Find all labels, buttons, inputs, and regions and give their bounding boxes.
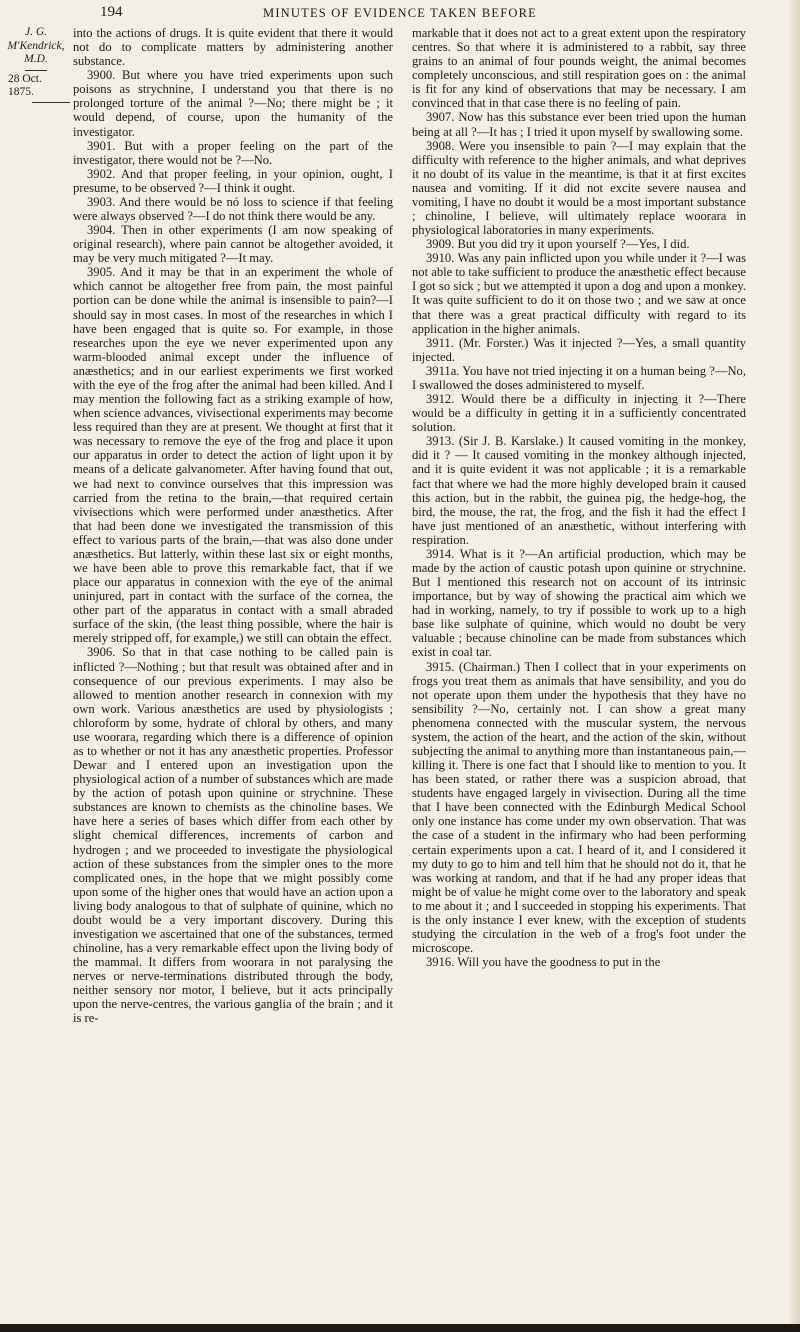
paragraph: 3900. But where you have tried experiments upon such poisons as strychnine, I understand you that there is no prolonged torture of the animal ?—No; there might be ; it would depend, of course, upon the humanity of the investigator. [73,68,393,139]
paragraph: 3916. Will you have the goodness to put in the [426,955,661,970]
margin-rule [25,70,47,71]
paragraph: 3901. But with a proper feeling on the part of the investigator, there would not be ?—No. [73,138,393,167]
right-text-column [412,26,746,969]
paragraph: markable that it does not act to a great extent upon the respiratory centres. So that where it is administered to a rabbit, say three grains to an animal of four pounds weight, the animal becomes completely unconscious, and still respiration goes on : the animal is fit for any kind of observations that may be necessary. I am convinced that in that case there is no feeling of pain. [412,26,746,111]
paragraph: 3909. But you did try it upon yourself ?—Yes, I did. [426,237,690,252]
paragraph: into the actions of drugs. It is quite evident that there it would not do to complicate matters by administering another substance. [73,26,393,69]
paragraph: 3902. And that proper feeling, in your opinion, ought, I presume, to be observed ?—I think it ought. [73,166,393,195]
paragraph: 3914. What is it ?—An artificial production, which may be made by the action of caustic potash upon quinine or strychnine. But I mentioned this research not on account of its intrinsic importance, but by way of showing the practical aim which we had in working, namely, to try if possible to work up to a high base like sulphate of quinine, which would no doubt be very valuable ; because chinoline can be made from substances which exist in coal tar. [412,546,746,660]
page-number: 194 [100,4,123,20]
paragraph: 3915. (Chairman.) Then I collect that in your experiments on frogs you treat them as animals that have sensibility, and you do not operate upon them under the hypothesis that they have no sensibility ?—No, certainly not. I can show a great many phenomena connected with the muscular system, the nervous system, the action of the heart, and the action of the skin, without subjecting the animal to anything more than instantaneous pain,—killing it. There is one fact that I should like to mention to you. It has been stated, or rather there was a suspicion abroad, that students have engaged largely in vivisection. During all the time that I have been connected with the Edinburgh Medical School only one instance has come under my own observation. That was the case of a student in the infirmary who had been performing certain experiments upon a cat. I heard of it, and I considered it my duty to go to him and tell him that he should not do it, that he was working at random, and that if he had any proper ideas that might be of value he might come over to the laboratory and speak to me about it ; and I succeeded in stopping his experiments. That is the only instance I ever knew, with the exception of students studying the circulation in the web of a frog's foot under the microscope. [412,659,747,956]
witness-initials: J. G. [24,26,48,38]
paragraph: 3913. (Sir J. B. Karslake.) It caused vomiting in the monkey, did it ? — It caused vomiting in the monkey although injected, and it is quite evident it was not applicable ; it is a remarkable fact that where we had the more highly developed brain it caused this action, but in the rabbit, the guinea pig, the hedge-hog, the bird, the mouse, the rat, the frog, and the fish it had the effect I have just mentioned of an anæsthetic, without interfering with respiration. [412,434,746,547]
paragraph: 3907. Now has this substance ever been tried upon the human being at all ?—It has ; I tried it upon myself by swallowing some. [412,110,746,139]
paragraph: 3905. And it may be that in an experiment the whole of which cannot be altogether free from pain, the most painful portion can be done while the animal is insensible to pain?—I should say in most cases. In most of the researches in which I have been engaged that is quite so. For example, in those researches upon the eye we never experimented upon any warm-blooded animal except under the influence of anæsthetics; and in our earliest experiments we first worked with the eye of the frog after the animal had been killed. And I may mention the following fact as a striking example of how, when science advances, vivisectional experiments may become less required than they are at present. We thought at first that it was necessary to remove the eye of the frog and place it upon our apparatus in order to detect the action of light upon it by means of a delicate galvanometer. After having found that out, we had next to convince ourselves that this impression was carried from the retina to the brain,—that required certain vivisections which were performed under anæsthetics. After that had been done we investigated the transmission of this effect to various parts of the brain,—that was also done under anæsthetics. But latterly, within these last six or eight months, we have been able to prove this remarkable fact, that if we place our apparatus in connexion with the eye of the animal uninjured, part in contact with the surface of the cornea, the other part of the apparatus in contact with a small abraded surface of the skin, (the least thing possible, where the hair is merely stripped off, for example,) we still can obtain the effect. [73,265,393,646]
page-edge-shadow [788,0,800,1332]
paragraph: 3912. Would there be a difficulty in injecting it ?—There would be a difficulty in getting it in a sufficiently concentrated solution. [412,392,746,435]
witness-degree: M.D. [24,53,48,65]
evidence-date: 28 Oct. 1875. [8,72,42,98]
paragraph: 3903. And there would be nó loss to science if that feeling were always observed ?—I do not think there would be any. [73,194,393,224]
left-text-column [73,26,393,1026]
running-head: MINUTES OF EVIDENCE TAKEN BEFORE [263,6,537,20]
witness-margin-note [6,26,66,103]
witness-name: M'Kendrick, [7,39,65,52]
paragraph: 3908. Were you insensible to pain ?—I may explain that the difficulty with reference to the higher animals, and what deprives it no doubt of its value in the meantime, is that it at first excites nausea and vomiting. If it did not excite severe nausea and vomiting, I have no doubt it would be a most important substance ; chinoline, I believe, will ultimately replace woorara in physiological laboratories in many experiments. [412,138,746,238]
paragraph: 3910. Was any pain inflicted upon you while under it ?—I was not able to take sufficient to produce the anæsthetic effect because I got so sick ; but we attempted it upon a dog and upon a monkey. It was quite sufficient to do it on those two ; and we saw at once that there was a great practical difficulty with regard to its application in the higher animals. [412,251,746,336]
paragraph: 3906. So that in that case nothing to be called pain is inflicted ?—Nothing ; but that result was obtained after and in consequence of our previous experiments. I may also be allowed to mention another research in connexion with my own work. Various anæsthetics are used by physiologists ; chloroform by some, hydrate of chloral by others, and many use woorara, regarding which there is a difference of opinion as to whether or not it has any anæsthetic properties. Professor Dewar and I entered upon an investigation upon the physiological action of a number of substances which are made by the action of potash upon quinine or strychnine. These substances are known to chemists as the chinoline bases. We have here a series of bases which differ from each other by slight chemical differences, increments of carbon and hydrogen ; and we proceeded to investigate the physiological action of these substances from the simpler ones to the more complicated ones, in the hope that we might possibly come upon some of the higher ones that would have an action upon a living body analogous to that of sulphate of quinine, which no doubt would be a very important discovery. During this investigation we ascertained that one of the substances, termed chinoline, has a very remarkable effect upon the living body of the mammal. It differs from woorara in not paralysing the nerves or nerve-terminations distributed through the body, neither sensory nor motor, I believe, but it acts principally upon the nerve-centres, the various ganglia of the brain ; and it is re- [73,645,393,1026]
scan-bottom-border [0,1324,800,1332]
paragraph: 3911. (Mr. Forster.) Was it injected ?—Yes, a small quantity injected. [412,335,746,364]
margin-rule-lower [32,102,70,103]
paragraph: 3904. Then in other experiments (I am now speaking of original research), where pain cannot be altogether avoided, it may be very much mitigated ?—It may. [73,223,393,266]
paragraph: 3911a. You have not tried injecting it on a human being ?—No, I swallowed the doses administered to myself. [412,363,746,392]
